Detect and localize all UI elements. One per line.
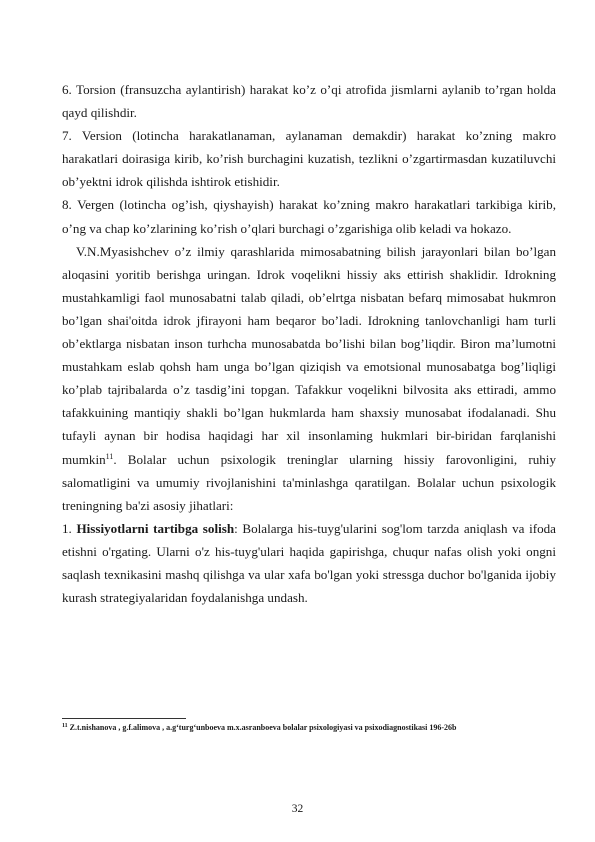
paragraph-torsion: 6. Torsion (fransuzcha aylantirish) harakat ko’z o’qi atrofida jismlarni aylanib to’rgan holda qayd qilishdir.: [62, 82, 556, 121]
footnote-text: Z.t.nishanova , g.f.alimova , a.g‘turg‘unboeva m.x.asranboeva bolalar psixologiyasi va psixodiagnostikasi 196-26b: [67, 723, 457, 732]
list-item-text: : Bolalarga his-tuyg'ularini sog'lom tarzda aniqlash va ifoda etishni o'rgating. Ularni o'z his-tuyg'ulari haqida gapirishga, chuqur nafas olish yoki ongni saqlash texnikasini mashq qilishga va ular xafa bo'lgan yoki stressga duchor bo'lganida ijobiy kurash strategiyalaridan foydalanishga undash.: [62, 520, 556, 606]
paragraph-myasishchev-text: V.N.Myasishchev o’z ilmiy qarashlarida mimosabatning bilish jarayonlari bilan bo’lgan aloqasini yoritib berishga uringan. Idrok voqelikni hissiy aks ettirish shaklidir. Idrokning mustahkamligi faol munosabatni talab qiladi, ob’elrtga nisbatan befarq mimosabat hukmron bo’lgan shai'oitda idrok jfirayoni ham beqaror bo’ladi. Idrokning tanlovchanligi ham turli ob’ektlarga nisbatan inson turhcha munosabatda bo’lishi bilan bog’liqdir. Biron ma’lumotni mustahkam eslab qohsh ham unga bo’lgan qiziqish va emotsional munosabatga bog’liqligi ko’plab tajribalarda o’z tasdig’ini topgan. Tafakkur voqelikni bilvosita aks ettiradi, ammo tafakkuining mantiqiy shakli bo’lgan hukmlarda ham shaxsiy munosabat ifodalanadi. Shu tufayli aynan bir hodisa haqidagi har xil insonlaming hukmlari bir-biridan farqlanishi mumkin: [62, 243, 556, 467]
page-body: [62, 78, 556, 609]
list-item-number: 1.: [62, 520, 72, 536]
paragraph-version: 7. Version (lotincha harakatlanaman, aylanaman demakdir) harakat ko’zning makro harakatlari doirasiga kirib, ko’rish burchagini kuzatish, tezlikni o’zgartirmasdan kuzatiluvchi ob’yektni idrok qilishda ishtirok etishidir.: [62, 128, 556, 190]
paragraph-myasishchev: [62, 240, 556, 517]
footnote-reference: 11: [105, 451, 114, 461]
list-item-emotion-regulation: [62, 517, 556, 609]
paragraph-myasishchev-continuation: . Bolalar uchun psixologik treninglar ularning hissiy farovonligini, ruhiy salomatligini va umumiy rivojlanishini ta'minlashga qaratilgan. Bolalar uchun psixologik treningning ba'zi asosiy jihatlari:: [62, 451, 556, 513]
footnote-marker: 11: [62, 723, 68, 729]
page-number: 32: [291, 803, 304, 815]
list-item-heading: Hissiyotlarni tartibga solish: [76, 520, 235, 536]
paragraph-vergen: 8. Vergen (lotincha og’ish, qiyshayish) harakat ko’zning makro harakatlari tarkibiga kirib, o’ng va chap ko’zlarining ko’rish o’qlari burchagi o’zgarishiga olib keladi va hokazo.: [62, 197, 556, 236]
footnote-divider: [62, 718, 186, 719]
footnote: [62, 723, 556, 733]
